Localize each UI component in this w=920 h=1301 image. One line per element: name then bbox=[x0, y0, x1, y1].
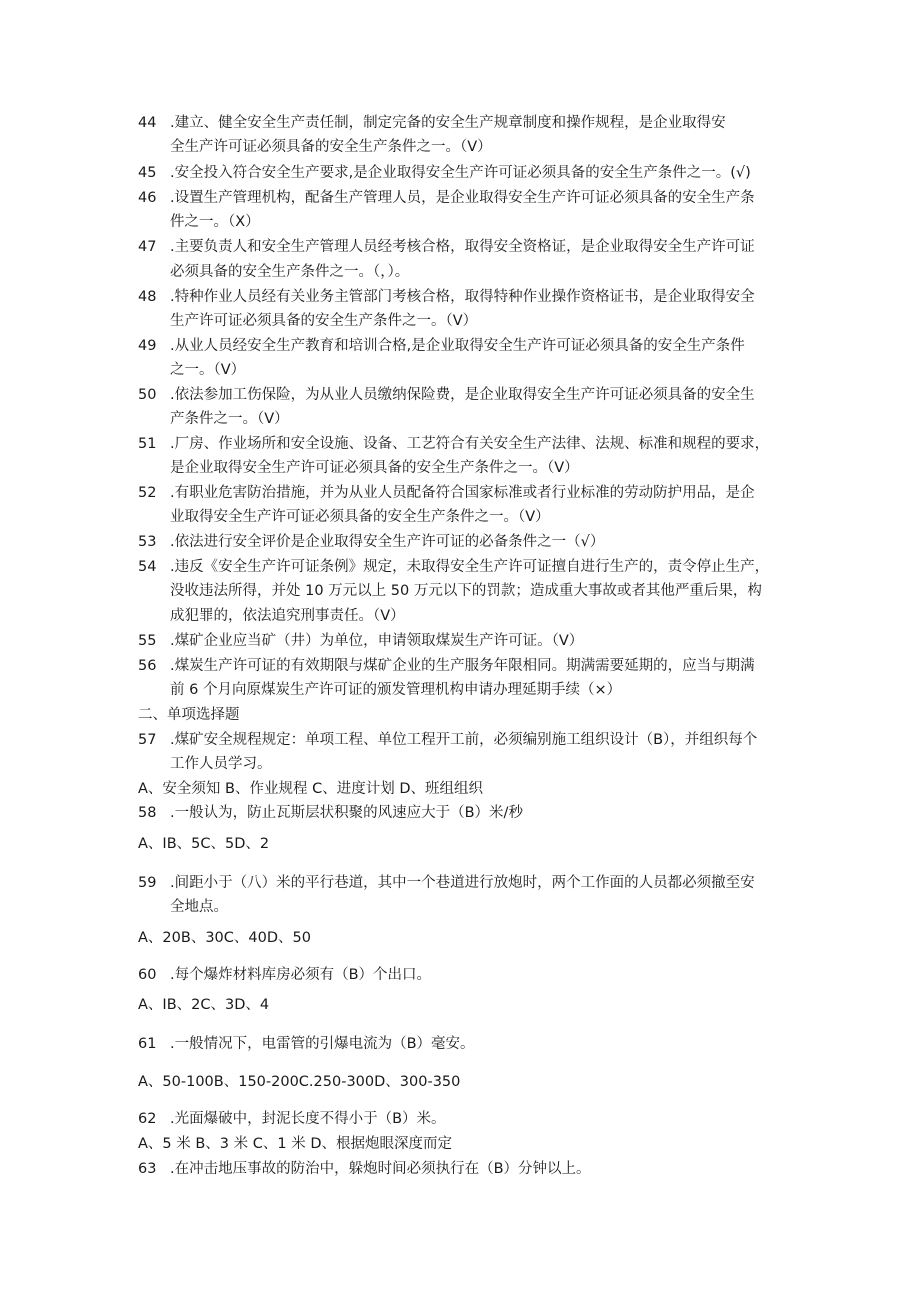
item-text: 全生产许可证必须具备的安全生产条件之一。（V） bbox=[170, 139, 492, 155]
question-number: 62 bbox=[138, 1111, 157, 1127]
question-number: 57 bbox=[138, 732, 157, 748]
item-text: .特种作业人员经有关业务主管部门考核合格，取得特种作业操作资格证书，是企业取得安全 bbox=[170, 289, 755, 305]
question-text: .煤矿安全规程规定：单项工程、单位工程开工前，必须编别施工组织设计（B），并组织每个 bbox=[170, 732, 758, 748]
item-number: 54 bbox=[138, 559, 157, 575]
question-text: .在冲击地压事故的防治中，躲炮时间必须执行在（B）分钟以上。 bbox=[170, 1161, 591, 1177]
question-text: .一般认为，防止瓦斯层状积聚的风速应大于（B）米/秒 bbox=[170, 805, 523, 821]
question-number: 63 bbox=[138, 1161, 157, 1177]
answer-options: A、50-100B、150-200C.250-300D、300-350 bbox=[138, 1074, 461, 1090]
question-text: .每个爆炸材料库房必须有（B）个出口。 bbox=[170, 967, 432, 983]
answer-options: A、5 米 B、3 米 C、1 米 D、根据炮眼深度而定 bbox=[138, 1136, 452, 1152]
item-text: .有职业危害防治措施，并为从业人员配备符合国家标准或者行业标准的劳动防护用品，是企 bbox=[170, 485, 755, 501]
item-text: 件之一。（X） bbox=[170, 214, 260, 230]
item-text: 产条件之一。（V） bbox=[170, 411, 289, 427]
item-text: 前 6 个月向原煤炭生产许可证的颁发管理机构申请办理延期手续（×） bbox=[170, 682, 622, 698]
item-text: .煤炭生产许可证的有效期限与煤矿企业的生产服务年限相同。期满需要延期的，应当与期满 bbox=[170, 658, 755, 674]
section-title: 二、单项选择题 bbox=[138, 707, 240, 723]
item-number: 56 bbox=[138, 658, 157, 674]
item-number: 52 bbox=[138, 485, 157, 501]
item-text: .安全投入符合安全生产要求,是企业取得安全生产许可证必须具备的安全生产条件之一。(√) bbox=[170, 165, 751, 181]
item-text: 之一。（V） bbox=[170, 362, 246, 378]
item-text: 是企业取得安全生产许可证必须具备的安全生产条件之一。（V） bbox=[170, 460, 579, 476]
item-number: 51 bbox=[138, 436, 157, 452]
item-number: 45 bbox=[138, 165, 157, 181]
item-number: 48 bbox=[138, 289, 157, 305]
item-text: .从业人员经安全生产教育和培训合格,是企业取得安全生产许可证必须具备的安全生产条件 bbox=[170, 338, 745, 354]
answer-options: A、IB、2C、3D、4 bbox=[138, 997, 270, 1013]
item-number: 49 bbox=[138, 338, 157, 354]
question-text: .间距小于（八）米的平行巷道，其中一个巷道进行放炮时，两个工作面的人员都必须撤至安 bbox=[170, 875, 755, 891]
item-text: 业取得安全生产许可证必须具备的安全生产条件之一。（V） bbox=[170, 509, 550, 525]
item-number: 50 bbox=[138, 387, 157, 403]
item-text: 必须具备的安全生产条件之一。（，）。 bbox=[170, 264, 410, 280]
question-text: 全地点。 bbox=[170, 899, 228, 915]
question-text: 工作人员学习。 bbox=[170, 756, 272, 772]
question-text: .光面爆破中，封泥长度不得小于（B）米。 bbox=[170, 1111, 446, 1127]
item-text: .厂房、作业场所和安全设施、设备、工艺符合有关安全生产法律、法规、标准和规程的要求， bbox=[170, 436, 770, 452]
item-text: 没收违法所得，并处 10 万元以上 50 万元以下的罚款；造成重大事故或者其他严重后果，构 bbox=[170, 583, 762, 599]
answer-options: A、安全须知 B、作业规程 C、进度计划 D、班组组织 bbox=[138, 781, 483, 797]
item-text: 生产许可证必须具备的安全生产条件之一。（V） bbox=[170, 313, 478, 329]
answer-options: A、20B、30C、40D、50 bbox=[138, 930, 311, 946]
question-number: 58 bbox=[138, 805, 157, 821]
item-text: .依法参加工伤保险，为从业人员缴纳保险费，是企业取得安全生产许可证必须具备的安全生 bbox=[170, 387, 755, 403]
question-number: 59 bbox=[138, 875, 157, 891]
item-text: .违反《安全生产许可证条例》规定，未取得安全生产许可证擅自进行生产的，责令停止生产， bbox=[170, 559, 770, 575]
item-text: .煤矿企业应当矿（井）为单位，申请领取煤炭生产许可证。（V） bbox=[170, 633, 584, 649]
question-number: 60 bbox=[138, 967, 157, 983]
item-number: 55 bbox=[138, 633, 157, 649]
item-number: 53 bbox=[138, 534, 157, 550]
item-number: 46 bbox=[138, 190, 157, 206]
item-text: .建立、健全安全生产责任制，制定完备的安全生产规章制度和操作规程，是企业取得安 bbox=[170, 115, 726, 131]
item-number: 44 bbox=[138, 115, 157, 131]
item-text: .设置生产管理机构，配备生产管理人员，是企业取得安全生产许可证必须具备的安全生产条 bbox=[170, 190, 755, 206]
item-text: 成犯罪的，依法追究刑事责任。（V） bbox=[170, 608, 405, 624]
question-text: .一般情况下，电雷管的引爆电流为（B）毫安。 bbox=[170, 1036, 475, 1052]
answer-options: A、IB、5C、5D、2 bbox=[138, 836, 270, 852]
item-text: .依法进行安全评价是企业取得安全生产许可证的必备条件之一（√） bbox=[170, 534, 605, 550]
question-number: 61 bbox=[138, 1036, 157, 1052]
item-number: 47 bbox=[138, 239, 157, 255]
item-text: .主要负责人和安全生产管理人员经考核合格，取得安全资格证，是企业取得安全生产许可证 bbox=[170, 239, 755, 255]
